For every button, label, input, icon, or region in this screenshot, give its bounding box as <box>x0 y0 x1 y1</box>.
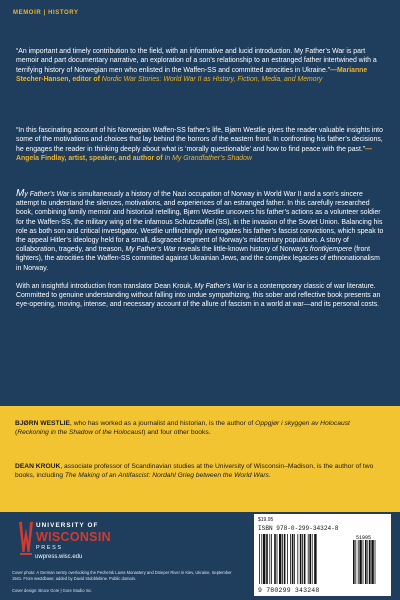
book-title: My Father’s War <box>194 282 246 290</box>
translator-bio: DEAN KROUK, associate professor of Scandinavian studies at the University of Wisconsin–Madison, is the author of two books, including The Making of an Antifascist: Nordahl Grieg between the World Wars. <box>15 463 374 479</box>
author-bio: BJØRN WESTLIE, who has worked as a journalist and historian, is the author of Oppgjør i skyggen av Holocaust (Reckoning in the Shadow of the Holocaust) and four other books. <box>15 420 350 436</box>
quote-work: Nordic War Stories: World War II as History, Fiction, Media, and Memory <box>101 75 323 83</box>
photo-credit: Cover photo: A German sentry overlooking the Pechersk Lavra Monastery and Dnieper River in Kiev, Ukraine, September 1941. From ww2dbase; added by David Stubblebine. Public domain. <box>12 570 232 581</box>
quote-text: “In this fascinating account of his Norwegian Waffen-SS father’s life, Bjørn Westlie gives the reader valuable insights into some of the motivations and choices that lay behind the horrors of the eastern front. In confronting his father’s decisions, he engages the reader in thinking deeply about what is ‘morally questionable’ and how to find peace with the past.” <box>16 127 383 153</box>
book-title: My Father’s War <box>125 246 176 254</box>
addon-number: 51995 <box>356 535 372 541</box>
description-paragraph: With an insightful introduction from translator Dean Krouk, My Father’s War is a contemporary classic of war literature. Committed to genuine understanding without falling into undue sympathizing, this sober and reflective book presents an eye-opening, moving, intense, and necessary account of the allure of fascism in a world at war—and its personal costs. <box>16 282 381 309</box>
endorsement-quote <box>16 47 386 84</box>
quote-role: artist, speaker, and author of <box>68 154 163 162</box>
footer <box>0 512 400 600</box>
translator-name: DEAN KROUK <box>15 463 61 470</box>
book-title: y Father’s War <box>24 191 70 198</box>
term: frontkjempere <box>309 246 353 254</box>
publisher-emblem-icon <box>18 520 34 556</box>
endorsement-quote <box>16 126 386 163</box>
quote-work: In My Grandfather’s Shadow <box>164 154 252 162</box>
publisher-url: uwpress.wisc.edu <box>35 554 83 560</box>
barcode-number: 9 780299 343248 <box>258 587 320 594</box>
description-paragraph: My Father’s War is simultaneously a history of the Nazi occupation of Norway in World War II and a son’s sincere attempt to understand the silences, motivations, and experiences of an estranged father. In this carefully researched book, combining family memoir and historical retelling, Bjørn Westlie uncovers his father’s actions as a volunteer soldier for the Waffen-SS, the military wing of the infamous Schutzstaffel (SS), in the invasion of the Soviet Union. Balancing his role as both son and critical investigator, Westlie unflinchingly interrogates his father’s fascist convictions, which speak to the appeal Hitler’s ideology held for a small, disgraced segment of Norway’s midcentury population. A story of collaboration, tragedy, and treason, My Father’s War reveals the little-known history of Norway’s frontkjempere (front fighters), the atrocities the Waffen-SS committed against Ukrainian Jews, and the complex legacies of ethnonationalism in Norway. <box>16 188 384 272</box>
design-credit: Cover design: Bruce Gore | Gore Studio Inc. <box>12 588 93 593</box>
category-label: MEMOIR | HISTORY <box>13 10 79 16</box>
price: $19.95 <box>258 517 274 523</box>
book-description <box>16 190 386 318</box>
quote-author: —Marianne Stecher-Hansen, <box>16 66 368 83</box>
isbn: ISBN 978-0-299-34324-8 <box>258 525 339 532</box>
quote-author: —Angela Findlay, <box>16 145 372 162</box>
author-bio-panel <box>0 406 400 512</box>
barcode <box>257 534 388 586</box>
author-name: BJØRN WESTLIE <box>15 420 70 427</box>
publisher-line3: PRESS <box>36 545 63 551</box>
quote-role: editor of <box>72 75 100 83</box>
quote-text: “An important and timely contribution to the field, with an informative and lucid introduction. My Father’s War is part memoir and part documentary narrative, an exploration of a son’s relationship to an estranged father intertwined with a terrifying history of Norwegian men who enlisted in the Waffen-SS and committed atrocities in Ukraine.” <box>16 48 377 74</box>
publisher-line1: UNIVERSITY OF <box>36 522 99 529</box>
barcode-block <box>254 514 391 596</box>
drop-cap: M <box>16 188 25 199</box>
publisher-line2: WISCONSIN <box>36 530 111 544</box>
